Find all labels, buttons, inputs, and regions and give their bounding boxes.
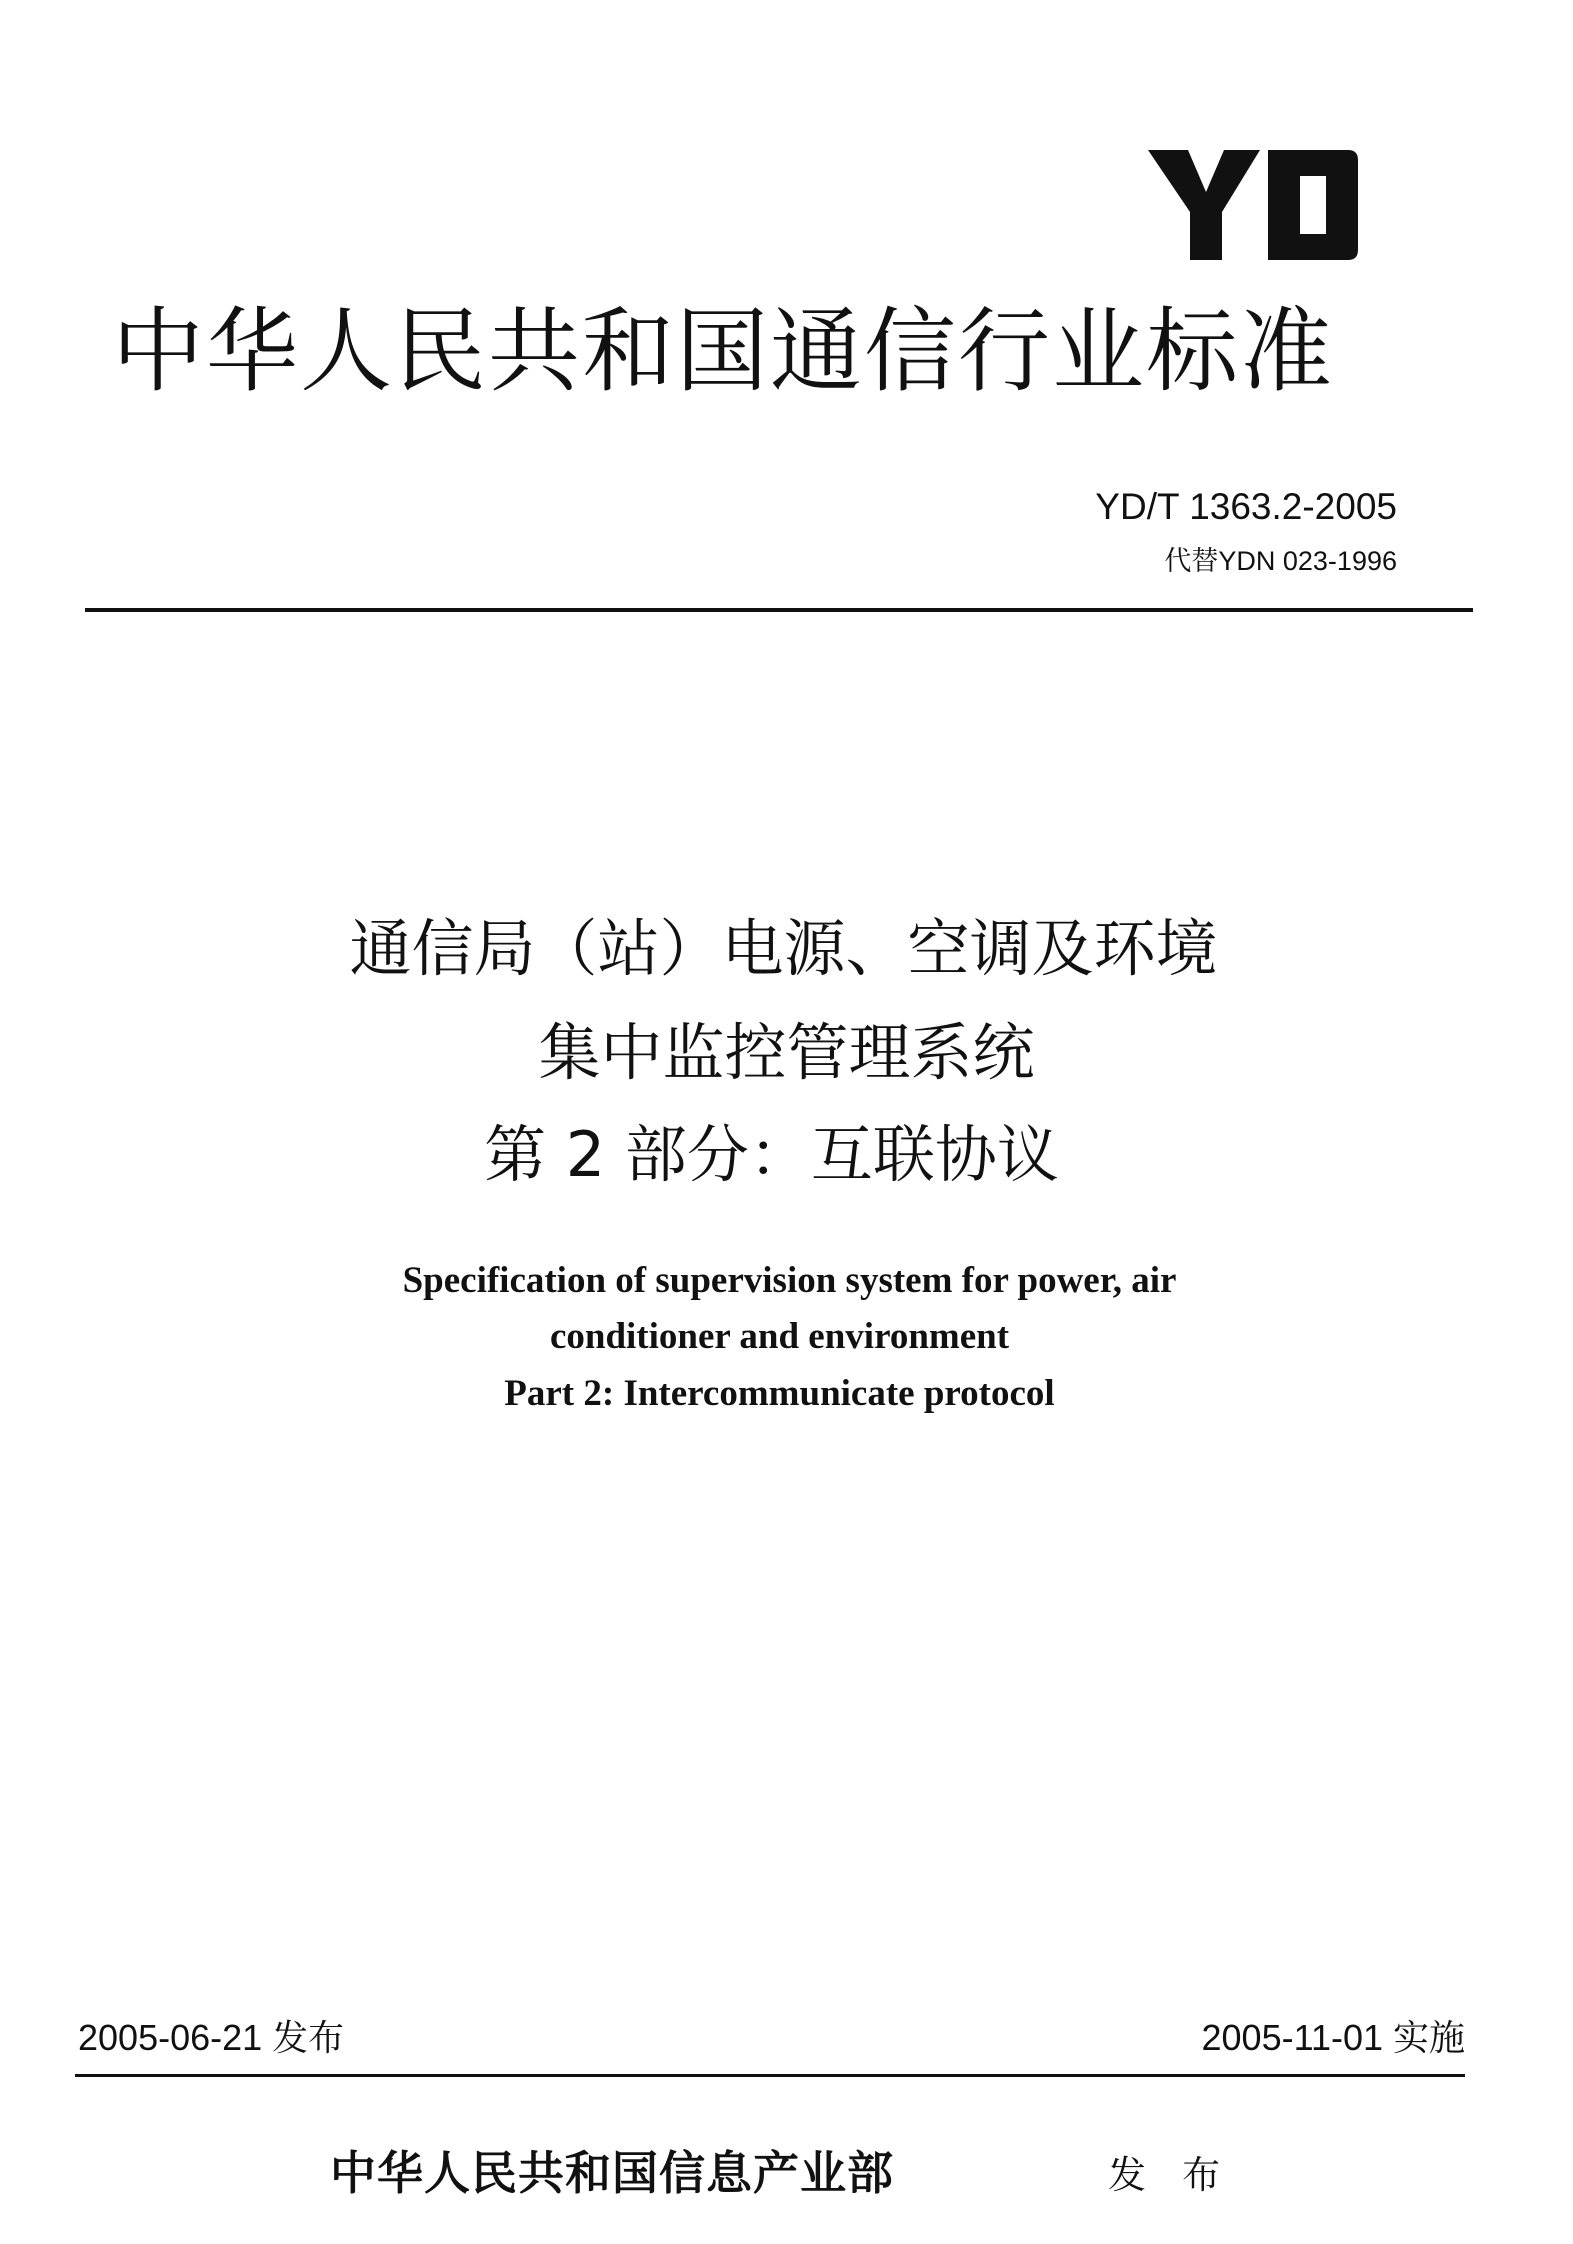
publish-label: 发 布 <box>1108 2153 1233 2197</box>
publisher-name: 中华人民共和国信息产业部 <box>330 2146 894 2200</box>
standard-code: YD/T 1363.2-2005 <box>1095 486 1397 527</box>
title-zh-line1: 通信局（站）电源、空调及环境 <box>349 912 1218 985</box>
footer-divider <box>75 2074 1465 2077</box>
title-zh-line3: 第 2 部分：互联协议 <box>484 1118 1059 1191</box>
title-zh-line2: 集中监控管理系统 <box>538 1016 1035 1089</box>
header-divider <box>85 608 1473 612</box>
publish-date: 2005-06-21 发布 <box>78 2017 345 2058</box>
agency-title: 中华人民共和国通信行业标准 <box>112 298 1335 405</box>
title-en-line3: Part 2: Intercommunicate protocol <box>504 1373 1055 1414</box>
title-en-line1: Specification of supervision system for power, air <box>402 1260 1177 1301</box>
replaces-note: 代替YDN 023-1996 <box>1164 546 1397 576</box>
title-en-line2: conditioner and environment <box>549 1316 1010 1357</box>
effective-date: 2005-11-01 实施 <box>1201 2017 1465 2058</box>
yd-logo-icon <box>1148 150 1358 260</box>
